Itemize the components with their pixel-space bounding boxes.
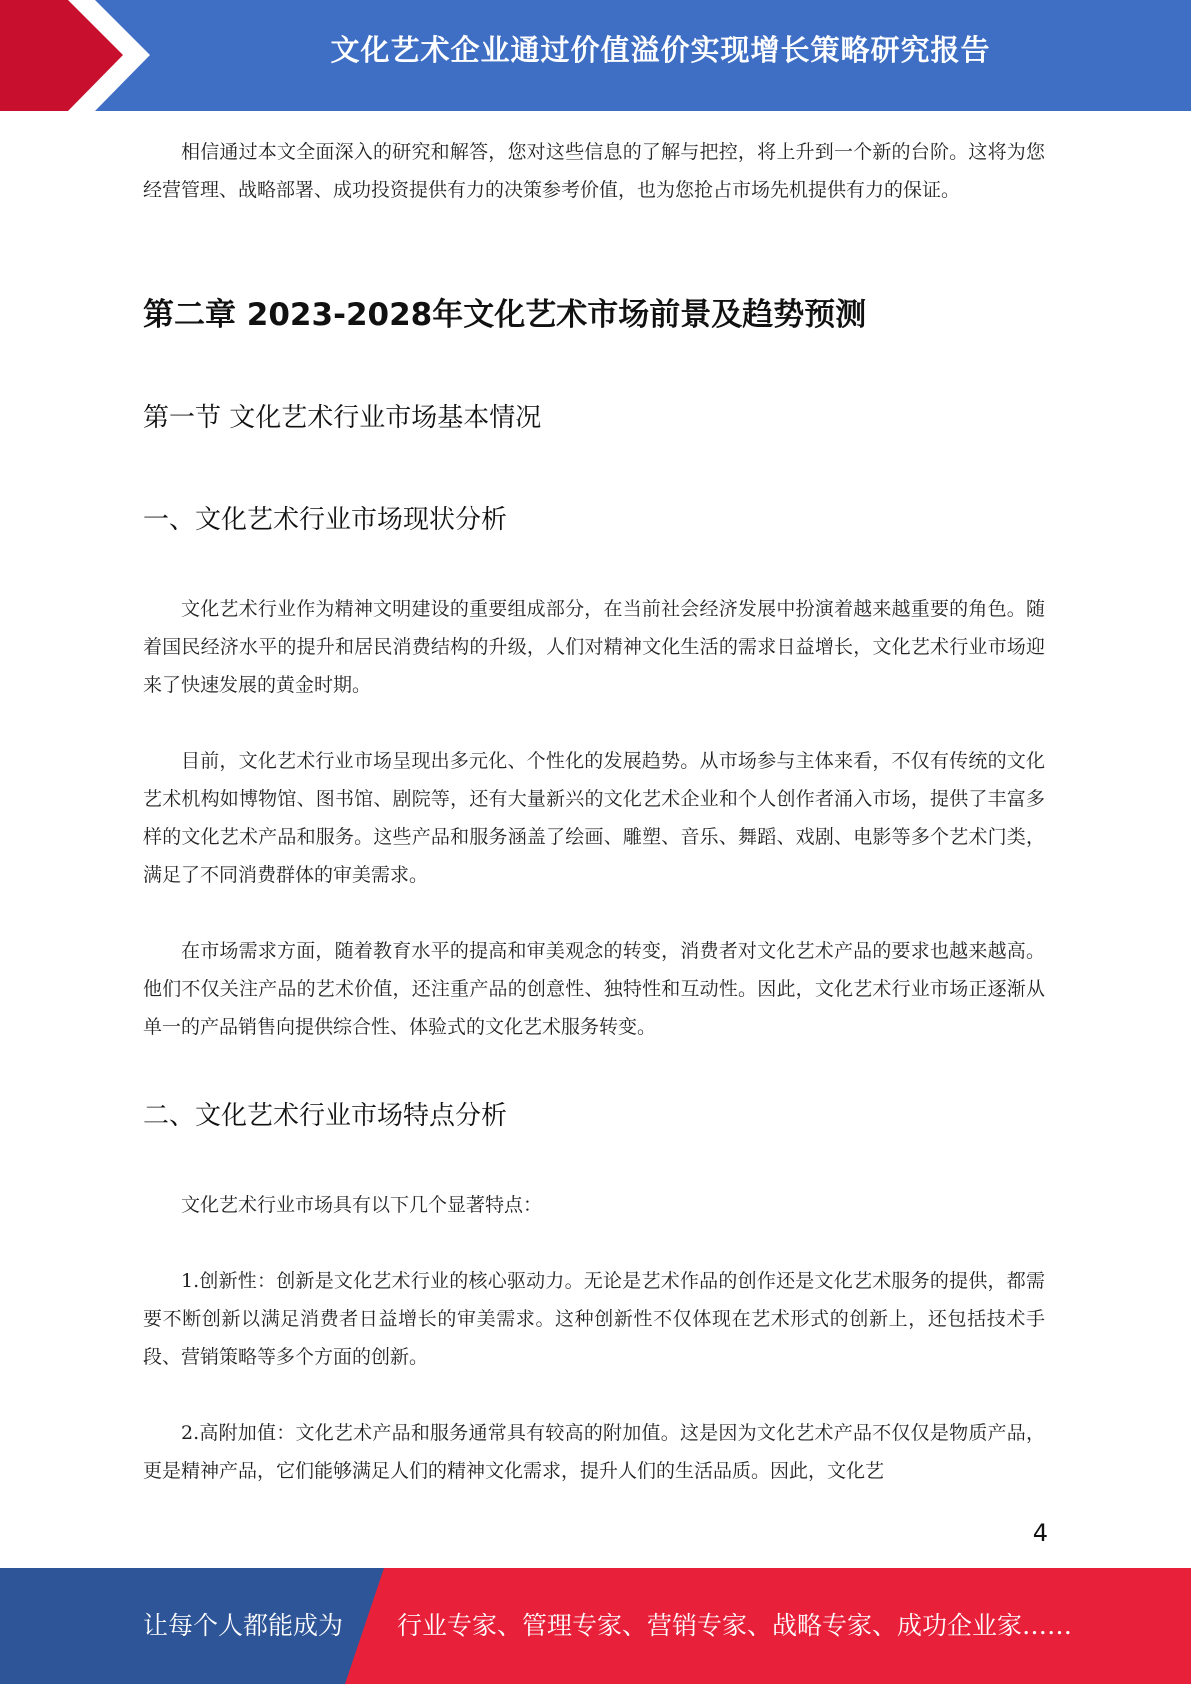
- paragraph-feature-value-added: 2.高附加值：文化艺术产品和服务通常具有较高的附加值。这是因为文化艺术产品不仅仅是物质产品，更是精神产品，它们能够满足人们的精神文化需求，提升人们的生活品质。因此，文化艺: [143, 1422, 1045, 1482]
- header-bar: [0, 0, 1191, 111]
- subsection-title-status: 一、文化艺术行业市场现状分析: [143, 505, 508, 535]
- footer-bar: [0, 1568, 1191, 1684]
- paragraph-features-intro: 文化艺术行业市场具有以下几个显著特点：: [181, 1194, 543, 1216]
- intro-paragraph: 相信通过本文全面深入的研究和解答，您对这些信息的了解与把控，将上升到一个新的台阶。这将为您经营管理、战略部署、成功投资提供有力的决策参考价值，也为您抢占市场先机提供有力的保证。: [143, 141, 1045, 201]
- page-number: 4: [1032, 1519, 1048, 1547]
- paragraph-feature-innovation: 1.创新性：创新是文化艺术行业的核心驱动力。无论是艺术作品的创作还是文化艺术服务的提供，都需要不断创新以满足消费者日益增长的审美需求。这种创新性不仅体现在艺术形式的创新上，还包括技术手段、营销策略等多个方面的创新。: [143, 1270, 1045, 1368]
- paragraph-status-3: 在市场需求方面，随着教育水平的提高和审美观念的转变，消费者对文化艺术产品的要求也越来越高。他们不仅关注产品的艺术价值，还注重产品的创意性、独特性和互动性。因此，文化艺术行业市场正逐渐从单一的产品销售向提供综合性、体验式的文化艺术服务转变。: [143, 940, 1045, 1038]
- chapter-title: 第二章 2023-2028年文化艺术市场前景及趋势预测: [143, 297, 867, 333]
- paragraph-status-1: 文化艺术行业作为精神文明建设的重要组成部分，在当前社会经济发展中扮演着越来越重要的角色。随着国民经济水平的提升和居民消费结构的升级，人们对精神文化生活的需求日益增长，文化艺术行业市场迎来了快速发展的黄金时期。: [143, 598, 1045, 696]
- document-title: 文化艺术企业通过价值溢价实现增长策略研究报告: [330, 33, 991, 67]
- subsection-title-features: 二、文化艺术行业市场特点分析: [143, 1101, 508, 1131]
- footer-slogan-left: 让每个人都能成为: [143, 1611, 344, 1640]
- footer-slogan-right: 行业专家、管理专家、营销专家、战略专家、成功企业家……: [397, 1611, 1073, 1640]
- paragraph-status-2: 目前，文化艺术行业市场呈现出多元化、个性化的发展趋势。从市场参与主体来看，不仅有传统的文化艺术机构如博物馆、图书馆、剧院等，还有大量新兴的文化艺术企业和个人创作者涌入市场，提供了丰富多样的文化艺术产品和服务。这些产品和服务涵盖了绘画、雕塑、音乐、舞蹈、戏剧、电影等多个艺术门类，满足了不同消费群体的审美需求。: [143, 750, 1045, 886]
- section-title: 第一节 文化艺术行业市场基本情况: [143, 403, 542, 433]
